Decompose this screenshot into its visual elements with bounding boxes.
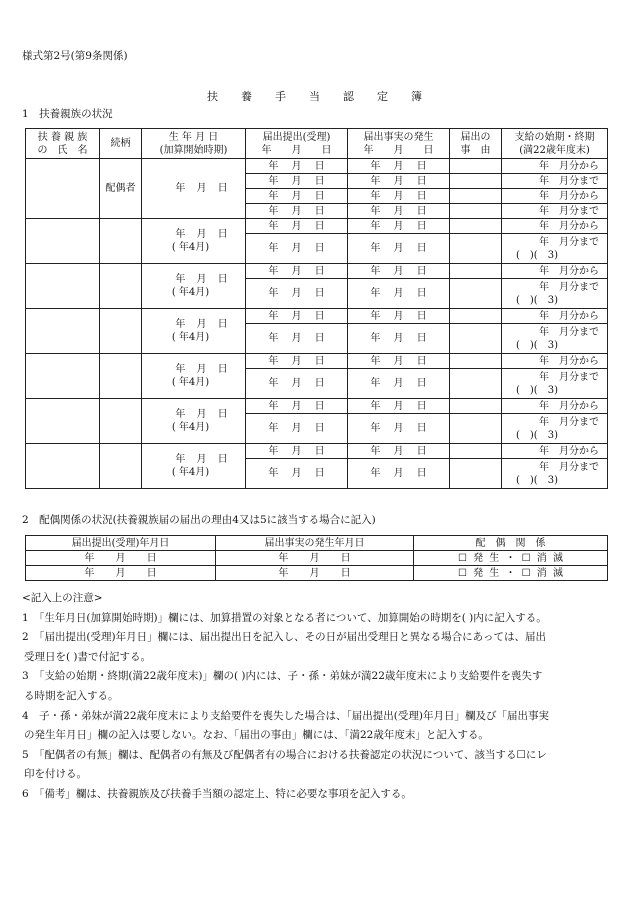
submission-date-cell[interactable]: 年 月 日 [246, 189, 348, 204]
period-end-cell[interactable] [502, 279, 608, 309]
title-char: 簿 [411, 90, 423, 103]
period-start-cell[interactable]: 年 月分から [502, 354, 608, 369]
period-end-note: ( )( 3) [516, 474, 558, 486]
dob-cell[interactable]: 年 月 日 [142, 159, 246, 219]
table-row [26, 551, 608, 566]
name-cell[interactable] [26, 444, 100, 489]
header-dependent-name: 扶 養 親 族 の 氏 名 [26, 129, 100, 159]
spouse-checkbox-cell[interactable]: ☐ 発 生 ・ ☐ 消 滅 [414, 566, 608, 581]
table-row [26, 399, 608, 414]
dependents-table [25, 128, 608, 489]
note-item: 2 「届出提出(受理)年月日」欄には、届出提出日を記入し、その日が届出受理日と異なる場合にあっては、届出 [22, 631, 547, 644]
relation-cell[interactable] [100, 354, 142, 399]
dob-cell[interactable] [142, 399, 246, 444]
period-end-note: ( )( 3) [516, 294, 558, 306]
submission-date-cell[interactable]: 年 月 日 [246, 309, 348, 324]
relation-cell[interactable] [100, 444, 142, 489]
period-start-cell[interactable]: 年 月分から [502, 309, 608, 324]
note-item: 6 「備考」欄は、扶養親族及び扶養手当額の認定上、特に必要な事項を記入する。 [22, 787, 412, 800]
dob-cell[interactable] [142, 219, 246, 264]
submission-date-cell[interactable]: 年 月 日 [246, 459, 348, 489]
note-item-continued: る時期を記入する。 [24, 689, 119, 702]
dob-cell[interactable] [142, 444, 246, 489]
occurrence-date-cell[interactable]: 年 月 日 [216, 551, 414, 566]
reason-cell[interactable] [450, 444, 502, 459]
occurrence-date-cell[interactable]: 年 月 日 [348, 309, 450, 324]
occurrence-date-cell[interactable]: 年 月 日 [216, 566, 414, 581]
submission-date-cell[interactable]: 年 月 日 [246, 174, 348, 189]
submission-date-cell[interactable]: 年 月 日 [246, 399, 348, 414]
header-reason: 届出の 事 由 [450, 129, 502, 159]
occurrence-date-cell[interactable]: 年 月 日 [348, 444, 450, 459]
table-row [26, 159, 608, 174]
dob-cell[interactable] [142, 309, 246, 354]
note-item-continued: の発生年月日」欄の記入は要しない。なお、「届出の事由」欄には、「満22歳年度末」と記入する。 [24, 729, 489, 742]
period-start-cell[interactable]: 年 月分から [502, 189, 608, 204]
submission-date-cell[interactable]: 年 月 日 [246, 279, 348, 309]
submission-date-cell[interactable]: 年 月 日 [246, 324, 348, 354]
period-end-note: ( )( 3) [516, 384, 558, 396]
dob-cell[interactable] [142, 354, 246, 399]
reason-cell[interactable] [450, 219, 502, 234]
title-char: 手 [275, 90, 287, 103]
occurrence-date-cell[interactable]: 年 月 日 [348, 279, 450, 309]
reason-cell[interactable] [450, 279, 502, 309]
period-start-cell[interactable]: 年 月分から [502, 444, 608, 459]
submission-date-cell[interactable]: 年 月 日 [246, 219, 348, 234]
section1-heading: 1 扶養親族の状況 [22, 108, 113, 120]
header-submission-date: 届出提出(受理) 年 月 日 [246, 129, 348, 159]
reason-cell[interactable] [450, 354, 502, 369]
occurrence-date-cell[interactable]: 年 月 日 [348, 414, 450, 444]
period-end-label: 年 月分まで [539, 236, 599, 248]
note-item: 1 「生年月日(加算開始時期)」欄には、加算措置の対象となる者について、加算開始の時期を( )内に記入する。 [22, 611, 547, 624]
dob-date: 年 月 日 [175, 229, 228, 240]
occurrence-date-cell[interactable]: 年 月 日 [348, 174, 450, 189]
reason-cell[interactable] [450, 399, 502, 414]
dob-date: 年 月 日 [175, 409, 228, 420]
period-end-note: ( )( 3) [516, 249, 558, 261]
table-row [26, 309, 608, 324]
period-end-label: 年 月分まで [539, 326, 599, 338]
submission-date-cell[interactable]: 年 月 日 [246, 444, 348, 459]
form-number: 様式第2号(第9条関係) [22, 50, 128, 62]
relation-cell[interactable] [100, 309, 142, 354]
relation-cell[interactable] [100, 219, 142, 264]
submission-date-cell[interactable]: 年 月 日 [246, 159, 348, 174]
reason-cell[interactable] [450, 459, 502, 489]
dob-addition-start: ( 年4月) [171, 332, 210, 343]
table-row [26, 444, 608, 459]
period-end-label: 年 月分まで [539, 416, 599, 428]
occurrence-date-cell[interactable]: 年 月 日 [348, 369, 450, 399]
relation-cell[interactable] [100, 264, 142, 309]
period-start-cell[interactable]: 年 月分から [502, 159, 608, 174]
header-relation: 続柄 [100, 129, 142, 159]
relation-cell: 配偶者 [100, 159, 142, 219]
name-cell[interactable] [26, 354, 100, 399]
name-cell[interactable] [26, 219, 100, 264]
reason-cell[interactable] [450, 189, 502, 204]
dob-date: 年 月 日 [175, 454, 228, 465]
note-item-continued: 受理日を( )書で付記する。 [24, 650, 152, 663]
header-date-of-birth: 生 年 月 日 (加算開始時期) [142, 129, 246, 159]
period-end-label: 年 月分まで [539, 281, 599, 293]
occurrence-date-cell[interactable]: 年 月 日 [348, 219, 450, 234]
occurrence-date-cell[interactable]: 年 月 日 [348, 324, 450, 354]
dependents-table-body [26, 159, 608, 489]
name-cell[interactable] [26, 399, 100, 444]
period-end-label: 年 月分まで [539, 371, 599, 383]
occurrence-date-cell[interactable]: 年 月 日 [348, 159, 450, 174]
occurrence-date-cell[interactable]: 年 月 日 [348, 264, 450, 279]
name-cell[interactable] [26, 264, 100, 309]
period-end-cell[interactable]: 年 月分まで [502, 204, 608, 219]
header-payment-period: 支給の始期・終期 (満22歳年度末) [502, 129, 608, 159]
reason-cell[interactable] [450, 174, 502, 189]
submission-date-cell[interactable]: 年 月 日 [246, 204, 348, 219]
table-row [26, 566, 608, 581]
reason-cell[interactable] [450, 324, 502, 354]
period-start-cell[interactable]: 年 月分から [502, 219, 608, 234]
relation-cell[interactable] [100, 399, 142, 444]
submission-date-cell[interactable]: 年 月 日 [26, 551, 216, 566]
header-occurrence-date: 届出事実の発生 年 月 日 [348, 129, 450, 159]
submission-date-cell[interactable]: 年 月 日 [246, 264, 348, 279]
occurrence-date-cell[interactable]: 年 月 日 [348, 234, 450, 264]
reason-cell[interactable] [450, 369, 502, 399]
period-end-cell[interactable] [502, 459, 608, 489]
notes-section [22, 589, 614, 805]
period-end-cell[interactable] [502, 369, 608, 399]
title-char: 認 [343, 90, 355, 103]
submission-date-cell[interactable]: 年 月 日 [246, 369, 348, 399]
reason-cell[interactable] [450, 234, 502, 264]
submission-date-cell[interactable]: 年 月 日 [26, 566, 216, 581]
period-end-cell[interactable] [502, 414, 608, 444]
header-occurrence-date: 届出事実の発生年月日 [216, 536, 414, 551]
period-end-label: 年 月分まで [539, 461, 599, 473]
period-start-cell[interactable]: 年 月分から [502, 399, 608, 414]
notes-title: <記入上の注意> [22, 592, 103, 604]
occurrence-date-cell[interactable]: 年 月 日 [348, 399, 450, 414]
period-end-note: ( )( 3) [516, 429, 558, 441]
reason-cell[interactable] [450, 309, 502, 324]
period-end-cell[interactable] [502, 234, 608, 264]
reason-cell[interactable] [450, 414, 502, 444]
dob-date: 年 月 日 [175, 319, 228, 330]
note-item: 4 子・孫・弟妹が満22歳年度末により支給要件を喪失した場合は、「届出提出(受理)年月日」欄及び「届出事実 [22, 709, 549, 722]
period-end-cell[interactable] [502, 324, 608, 354]
header-spouse-relation: 配 偶 関 係 [414, 536, 608, 551]
spouse-status-table [25, 535, 608, 581]
reason-cell[interactable] [450, 159, 502, 174]
dob-addition-start: ( 年4月) [171, 242, 210, 253]
title-char: 扶 [207, 90, 219, 103]
occurrence-date-cell[interactable]: 年 月 日 [348, 354, 450, 369]
table-row [26, 264, 608, 279]
submission-date-cell[interactable]: 年 月 日 [246, 354, 348, 369]
name-cell[interactable] [26, 309, 100, 354]
occurrence-date-cell[interactable]: 年 月 日 [348, 204, 450, 219]
dob-addition-start: ( 年4月) [171, 467, 210, 478]
occurrence-date-cell[interactable]: 年 月 日 [348, 459, 450, 489]
note-item: 3 「支給の始期・終期(満22歳年度末)」欄の( )内には、子・孫・弟妹が満22歳年度末により支給要件を喪失す [22, 670, 543, 683]
name-cell[interactable] [26, 159, 100, 219]
header-submission-date: 届出提出(受理)年月日 [26, 536, 216, 551]
note-item: 5 「配偶者の有無」欄は、配偶者の有無及び配偶者有の場合における扶養認定の状況について、該当する☐にレ [22, 748, 547, 761]
title-char: 定 [377, 90, 389, 103]
submission-date-cell[interactable]: 年 月 日 [246, 414, 348, 444]
reason-cell[interactable] [450, 264, 502, 279]
table-row [26, 354, 608, 369]
dob-cell[interactable] [142, 264, 246, 309]
period-start-cell[interactable]: 年 月分から [502, 264, 608, 279]
section2-heading: 2 配偶関係の状況(扶養親族届の届出の理由4又は5に該当する場合に記入) [22, 514, 376, 526]
header-row [26, 129, 608, 159]
document-title [0, 90, 630, 104]
dob-addition-start: ( 年4月) [171, 377, 210, 388]
period-end-note: ( )( 3) [516, 339, 558, 351]
dob-addition-start: ( 年4月) [171, 422, 210, 433]
header-row [26, 536, 608, 551]
title-char: 当 [309, 90, 321, 103]
occurrence-date-cell[interactable]: 年 月 日 [348, 189, 450, 204]
period-end-cell[interactable]: 年 月分まで [502, 174, 608, 189]
spouse-checkbox-cell[interactable]: ☐ 発 生 ・ ☐ 消 滅 [414, 551, 608, 566]
reason-cell[interactable] [450, 204, 502, 219]
table-row [26, 219, 608, 234]
note-item-continued: 印を付ける。 [24, 768, 87, 781]
submission-date-cell[interactable]: 年 月 日 [246, 234, 348, 264]
title-char: 養 [241, 90, 253, 103]
dob-date: 年 月 日 [175, 274, 228, 285]
dob-date: 年 月 日 [175, 364, 228, 375]
dob-addition-start: ( 年4月) [171, 287, 210, 298]
